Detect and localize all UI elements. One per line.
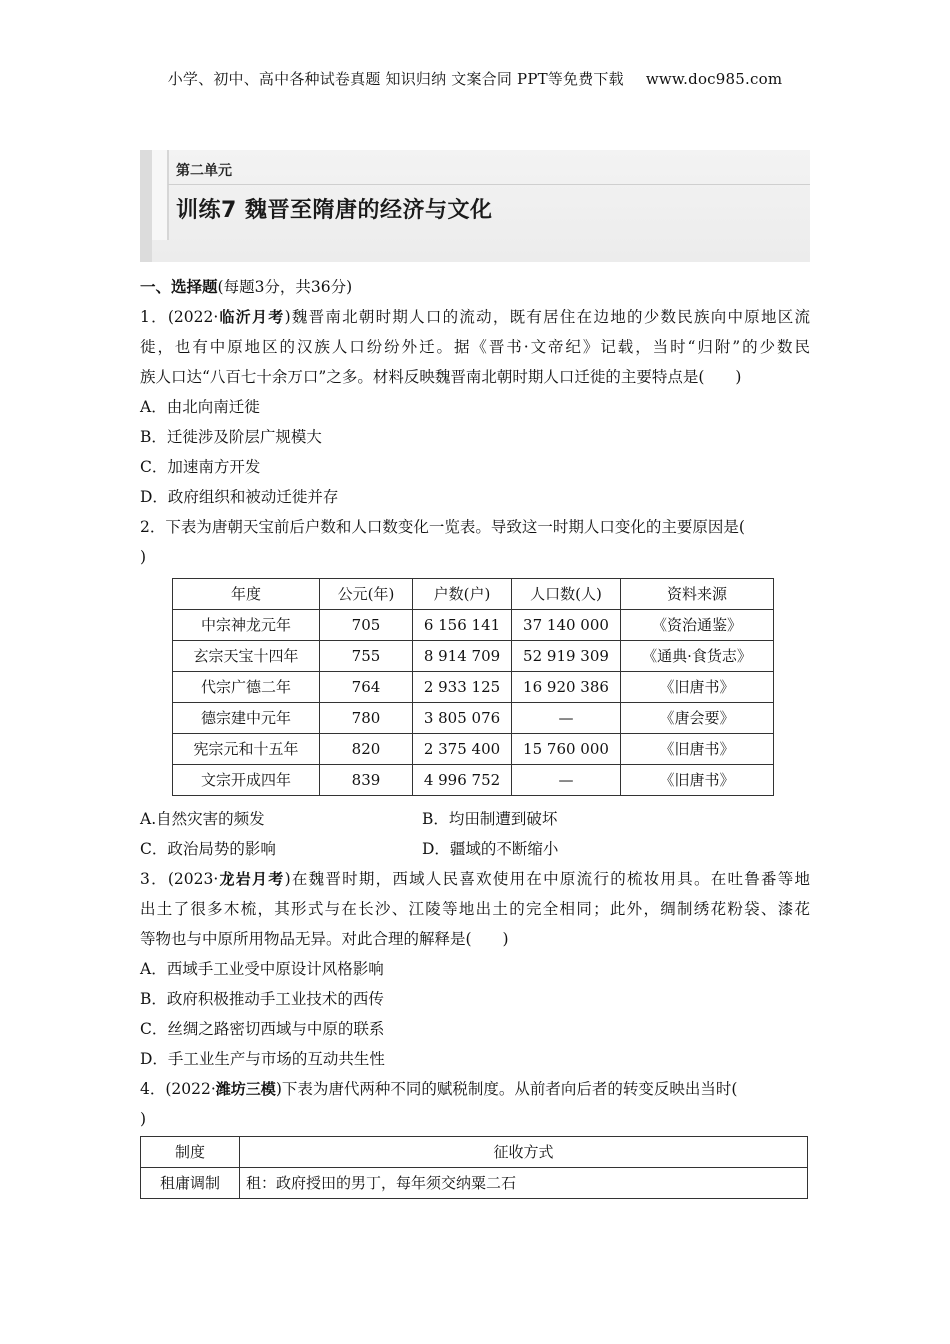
table-cell: 820: [320, 734, 413, 765]
table-header-row: [141, 1137, 808, 1168]
table-header: 人口数(人): [512, 579, 621, 610]
q2-option-d[interactable]: D．疆域的不断缩小: [422, 840, 559, 858]
table-header: 征收方式: [240, 1137, 808, 1168]
table-header: 户数(户): [413, 579, 512, 610]
q4-number: 4．(: [140, 1080, 172, 1098]
top-banner: [0, 68, 950, 89]
q1-year: 2022·: [173, 308, 219, 326]
q3-option-a[interactable]: A．西域手工业受中原设计风格影响: [140, 960, 384, 978]
banner-url[interactable]: www.doc985.com: [645, 70, 783, 88]
table-cell: —: [512, 765, 621, 796]
table-cell: 839: [320, 765, 413, 796]
q2-option-c[interactable]: C．政治局势的影响: [140, 840, 276, 858]
q2-options-row-1: [140, 804, 810, 834]
q3-option-b[interactable]: B．政府积极推动手工业技术的西传: [140, 990, 384, 1008]
unit-accent-bar: [140, 150, 152, 262]
q2-line-2: ): [140, 548, 147, 566]
table-row: [173, 703, 774, 734]
table-cell: 中宗神龙元年: [173, 610, 320, 641]
q3-option-c[interactable]: C．丝绸之路密切西域与中原的联系: [140, 1020, 385, 1038]
q1-option-c[interactable]: C．加速南方开发: [140, 458, 261, 476]
table-cell: —: [512, 703, 621, 734]
table-header: 资料来源: [621, 579, 774, 610]
table-cell: 2 933 125: [413, 672, 512, 703]
table-cell: 玄宗天宝十四年: [173, 641, 320, 672]
q3-option-d[interactable]: D．手工业生产与市场的互动共生性: [140, 1050, 385, 1068]
table-cell: 15 760 000: [512, 734, 621, 765]
q3-year: 2023·: [173, 870, 219, 888]
unit-divider: [168, 184, 810, 185]
q1-option-d[interactable]: D．政府组织和被动迁徙并存: [140, 488, 339, 506]
table-header: 年度: [173, 579, 320, 610]
q1-option-a[interactable]: A．由北向南迁徙: [140, 398, 260, 416]
table-cell: 德宗建中元年: [173, 703, 320, 734]
q3-line-3: 等物也与中原所用物品无异。对此合理的解释是( ): [140, 930, 509, 948]
q2-option-a[interactable]: A.自然灾害的频发: [140, 810, 265, 828]
table-cell: 3 805 076: [413, 703, 512, 734]
q1-line-2: 徙，也有中原地区的汉族人口纷纷外迁。据《晋书·文帝纪》记载，当时“归附”的少数民: [140, 338, 810, 356]
table-cell: 《唐会要》: [621, 703, 774, 734]
table-header: 制度: [141, 1137, 240, 1168]
table-cell: 2 375 400: [413, 734, 512, 765]
table-cell: 4 996 752: [413, 765, 512, 796]
q4-line-2: ): [140, 1110, 147, 1128]
q4-year: 2022·: [171, 1080, 216, 1098]
table-cell: 《旧唐书》: [621, 765, 774, 796]
tax-system-table: [140, 1136, 808, 1199]
table-header: 公元(年): [320, 579, 413, 610]
section-points: (每题3分，共36分): [217, 278, 353, 296]
q4-line-1: [140, 1074, 810, 1104]
q2-option-b[interactable]: B．均田制遭到破坏: [422, 810, 558, 828]
unit-accent-strip: [152, 150, 168, 240]
q4-source: 潍坊三模: [215, 1080, 276, 1098]
q3-number: 3．(: [140, 870, 174, 888]
q2-options-row-2: [140, 834, 810, 864]
table-row: [173, 734, 774, 765]
table-cell: 《旧唐书》: [621, 672, 774, 703]
table-cell: 代宗广德二年: [173, 672, 320, 703]
banner-text: 小学、初中、高中各种试卷真题 知识归纳 文案合同 PPT等免费下载: [167, 70, 624, 88]
table-row: [173, 672, 774, 703]
unit-label: 第二单元: [176, 163, 232, 179]
table-cell: 37 140 000: [512, 610, 621, 641]
table-cell: 宪宗元和十五年: [173, 734, 320, 765]
q1-text-1: )魏晋南北朝时期人口的流动，既有居住在边地的少数民族向中原地区流: [284, 308, 810, 326]
q1-number: 1．(: [140, 308, 174, 326]
table-row: [173, 610, 774, 641]
table-cell: 《旧唐书》: [621, 734, 774, 765]
population-table: [172, 578, 774, 796]
lesson-title: 训练7 魏晋至隋唐的经济与文化: [176, 198, 493, 223]
table-row: [173, 765, 774, 796]
q3-source: 龙岩月考: [218, 870, 285, 888]
q2-line-1: 2．下表为唐朝天宝前后户数和人口数变化一览表。导致这一时期人口变化的主要原因是(: [140, 518, 745, 536]
unit-vertical-rule: [167, 150, 169, 240]
table-row: [141, 1168, 808, 1199]
table-cell: 16 920 386: [512, 672, 621, 703]
section-title: 一、选择题: [140, 277, 218, 296]
q4-text-1: )下表为唐代两种不同的赋税制度。从前者向后者的转变反映出当时(: [275, 1080, 738, 1098]
table-cell: 《通典·食货志》: [621, 641, 774, 672]
table-cell: 705: [320, 610, 413, 641]
table-row: [173, 641, 774, 672]
table-cell: 8 914 709: [413, 641, 512, 672]
q1-option-b[interactable]: B．迁徙涉及阶层广规模大: [140, 428, 322, 446]
table-cell: 租：政府授田的男丁，每年须交纳粟二石: [240, 1168, 808, 1199]
q1-source: 临沂月考: [218, 308, 285, 326]
section-heading: [140, 272, 810, 302]
table-cell: 755: [320, 641, 413, 672]
q3-line-1: [140, 864, 810, 894]
table-cell: 《资治通鉴》: [621, 610, 774, 641]
table-cell: 文宗开成四年: [173, 765, 320, 796]
table-cell: 6 156 141: [413, 610, 512, 641]
q3-text-1: )在魏晋时期，西域人民喜欢使用在中原流行的梳妆用具。在吐鲁番等地: [284, 870, 810, 888]
q3-line-2: 出土了很多木梳，其形式与在长沙、江陵等地出土的完全相同；此外，绸制绣花粉袋、漆花: [140, 900, 810, 918]
table-header-row: [173, 579, 774, 610]
table-cell: 780: [320, 703, 413, 734]
table-cell: 租庸调制: [141, 1168, 240, 1199]
q1-line-3: 族人口达“八百七十余万口”之多。材料反映魏晋南北朝时期人口迁徙的主要特点是( ): [140, 368, 742, 386]
q1-line-1: [140, 302, 810, 332]
table-cell: 764: [320, 672, 413, 703]
table-cell: 52 919 309: [512, 641, 621, 672]
exam-content: [140, 272, 810, 1199]
